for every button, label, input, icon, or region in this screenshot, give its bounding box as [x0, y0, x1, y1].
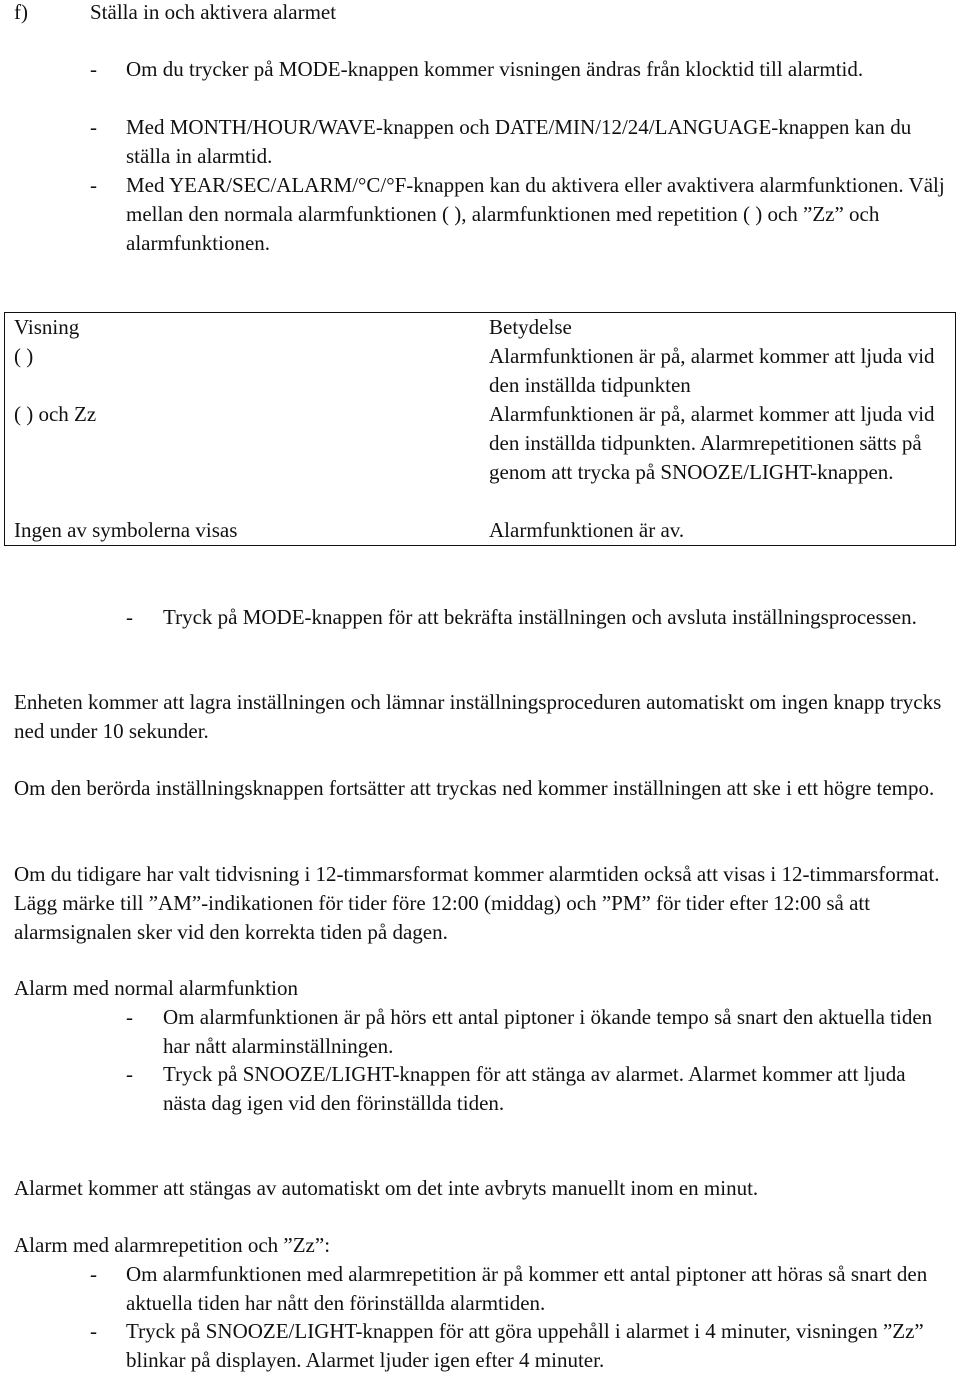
alarm-symbol-table — [4, 312, 956, 546]
normal-alarm-bullet — [126, 1060, 946, 1118]
bullet-dash: - — [126, 605, 133, 629]
table-row — [5, 400, 956, 516]
bullet-text: Om du trycker på MODE-knappen kommer visningen ändras från klocktid till alarmtid. — [126, 57, 864, 81]
bullet-text: Med YEAR/SEC/ALARM/°C/°F-knappen kan du aktivera eller avaktivera alarmfunktionen. Välj mellan den normala alarmfunktionen ( ), alarmfunktionen med repetition ( ) och ”Zz” och alarmfunktionen. — [126, 173, 945, 255]
cell-display: ( ) och Zz — [5, 400, 481, 516]
section-letter: f) — [14, 0, 28, 24]
bullet-text: Om alarmfunktionen är på hörs ett antal piptoner i ökande tempo så snart den aktuella tiden har nått alarminställningen. — [163, 1005, 933, 1058]
cell-display: Ingen av symbolerna visas — [5, 516, 481, 546]
table-row — [5, 342, 956, 400]
bullet-text: Om alarmfunktionen med alarmrepetition är på kommer ett antal piptoner att höras så snart den aktuella tiden har nått den förinställda alarmtiden. — [126, 1262, 928, 1315]
auto-stop-paragraph: Alarmet kommer att stängas av automatiskt om det inte avbryts manuellt inom en minut. — [14, 1176, 759, 1200]
cell-meaning: Alarmfunktionen är av. — [480, 516, 956, 546]
intro-bullet — [90, 171, 950, 258]
bullet-dash: - — [126, 1062, 133, 1086]
normal-alarm-bullet — [126, 1003, 946, 1061]
bullet-dash: - — [90, 1319, 97, 1343]
normal-alarm-heading: Alarm med normal alarmfunktion — [14, 976, 299, 1000]
bullet-text: Med MONTH/HOUR/WAVE-knappen och DATE/MIN/12/24/LANGUAGE-knappen kan du ställa in alarmtid. — [126, 115, 912, 168]
table-header-row — [5, 313, 956, 343]
section-heading — [14, 0, 336, 27]
twelve-hour-paragraph: Om du tidigare har valt tidvisning i 12-timmarsformat kommer alarmtiden också att visas i 12-timmarsformat. Lägg märke till ”AM”-indikationen för tider före 12:00 (middag) och ”PM” för tider efter 12:00 så att alarmsignalen sker vid den korrekta tiden på dagen. — [14, 862, 940, 944]
repeat-alarm-bullet — [90, 1260, 950, 1318]
header-display: Visning — [5, 313, 481, 343]
bullet-dash: - — [90, 115, 97, 139]
bullet-text: Tryck på SNOOZE/LIGHT-knappen för att göra uppehåll i alarmet i 4 minuter, visningen ”Zz” blinkar på displayen. Alarmet ljuder igen efter 4 minuter. — [126, 1319, 924, 1372]
fast-set-paragraph: Om den berörda inställningsknappen fortsätter att tryckas ned kommer inställningen att ske i ett högre tempo. — [14, 776, 935, 800]
confirm-bullet — [126, 603, 946, 632]
bullet-text: Tryck på MODE-knappen för att bekräfta inställningen och avsluta inställningsprocessen. — [163, 605, 917, 629]
bullet-dash: - — [90, 57, 97, 81]
bullet-dash: - — [126, 1005, 133, 1029]
repeat-alarm-heading: Alarm med alarmrepetition och ”Zz”: — [14, 1233, 331, 1257]
auto-save-paragraph: Enheten kommer att lagra inställningen och lämnar inställningsproceduren automatiskt om ingen knapp trycks ned under 10 sekunder. — [14, 690, 942, 743]
bullet-dash: - — [90, 1262, 97, 1286]
repeat-alarm-bullet — [90, 1317, 950, 1375]
cell-meaning: Alarmfunktionen är på, alarmet kommer att ljuda vid den inställda tidpunkten — [480, 342, 956, 400]
header-meaning: Betydelse — [480, 313, 956, 343]
bullet-dash: - — [90, 173, 97, 197]
bullet-text: Tryck på SNOOZE/LIGHT-knappen för att stänga av alarmet. Alarmet kommer att ljuda nästa dag igen vid den förinställda tiden. — [163, 1062, 906, 1115]
intro-bullet — [90, 55, 950, 84]
section-title: Ställa in och aktivera alarmet — [90, 0, 337, 24]
table-row — [5, 516, 956, 546]
cell-meaning: Alarmfunktionen är på, alarmet kommer att ljuda vid den inställda tidpunkten. Alarmrepetitionen sätts på genom att trycka på SNOOZE/LIGHT-knappen. — [480, 400, 956, 516]
cell-display: ( ) — [5, 342, 481, 400]
intro-bullet — [90, 113, 950, 171]
